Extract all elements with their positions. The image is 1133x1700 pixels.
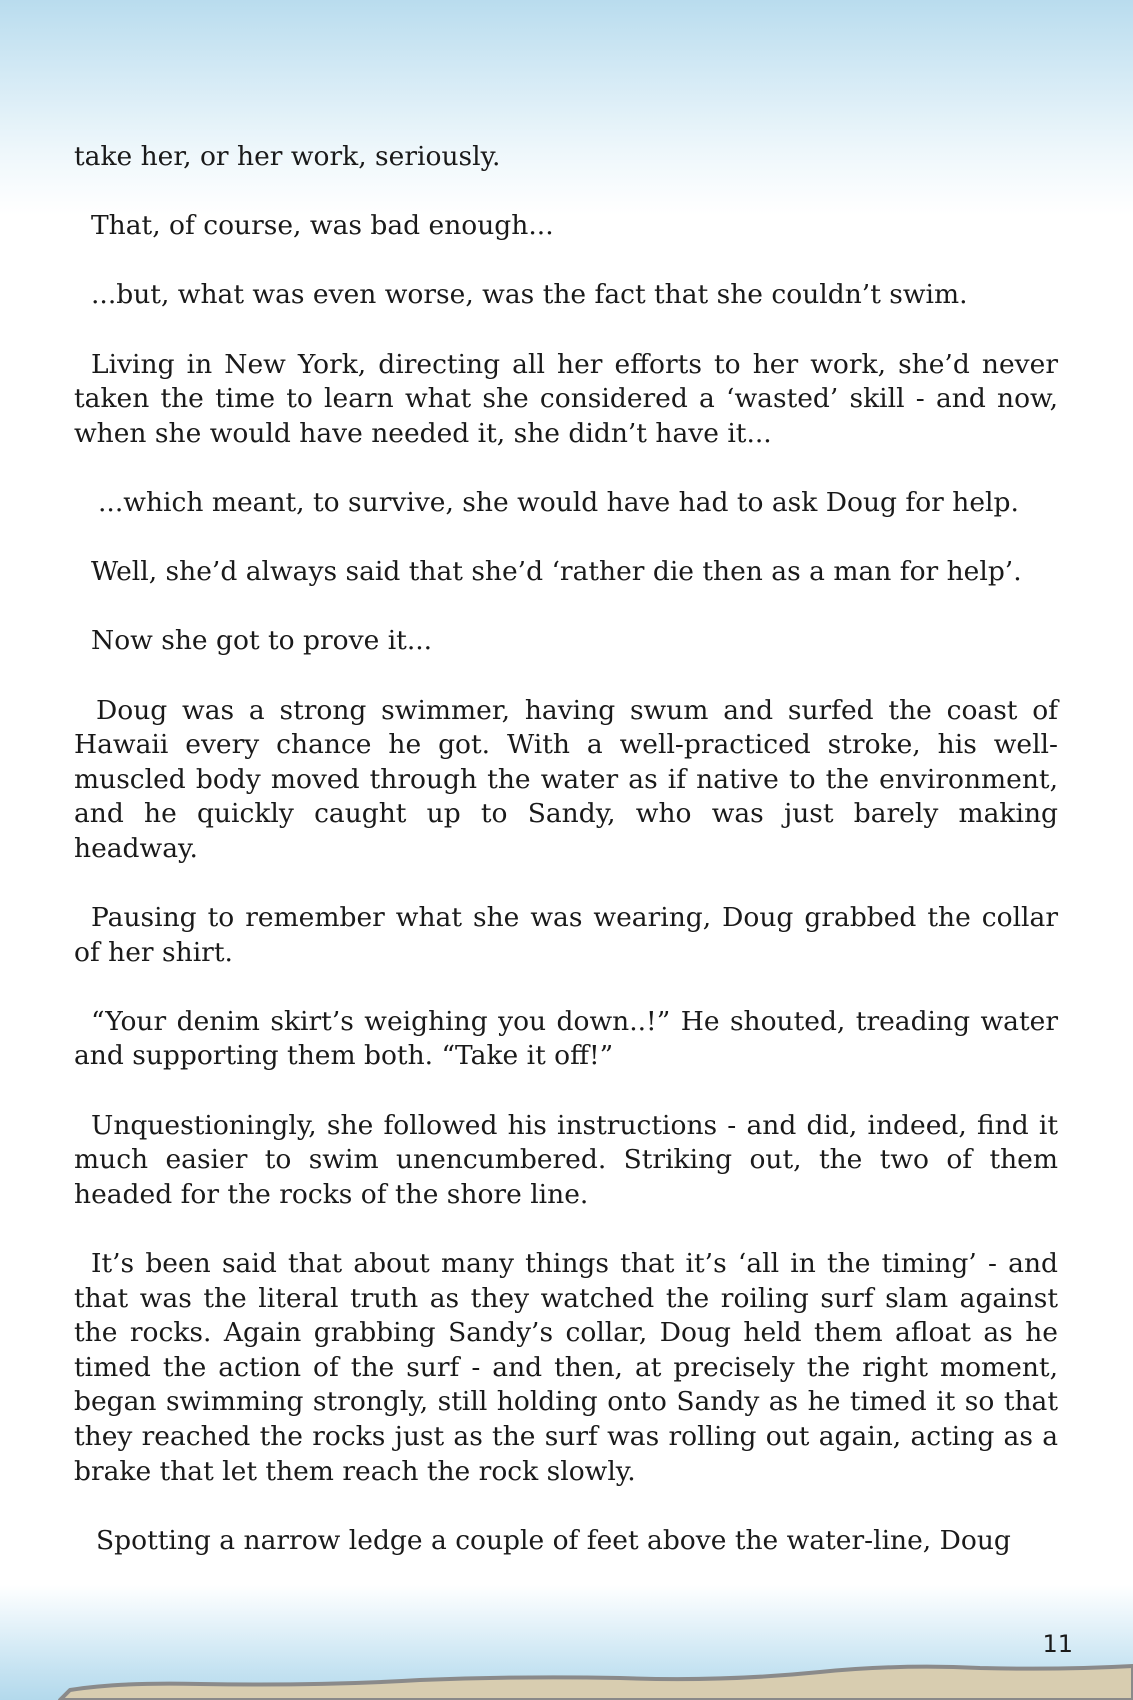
paragraph: take her, or her work, seriously. [74,141,501,172]
paragraph: Doug was a strong swimmer, having swum and surfed the coast of Hawaii every chance he got. With a well-practiced stroke, his well-muscled body moved through the water as if native to the environment, and he quickly caught up to Sandy, who was just barely making headway. [74,694,1058,864]
sand-shoreline-decoration [0,1640,1133,1700]
paragraph: That, of course, was bad enough... [91,210,554,242]
paragraph: Spotting a narrow ledge a couple of feet above the water-line, Doug [96,1524,1011,1556]
paragraph: ...but, what was even worse, was the fact that she couldn’t swim. [91,279,968,311]
paragraph: “Your denim skirt’s weighing you down..!” He shouted, treading water and supporting them both. “Take it off!” [74,1005,1058,1072]
paragraph: Unquestioningly, she followed his instructions - and did, indeed, find it much easier to swim unencumbered. Striking out, the two of them headed for the rocks of the shore line. [74,1109,1058,1210]
paragraph: Pausing to remember what she was wearing, Doug grabbed the collar of her shirt. [74,902,1058,968]
paragraph: Now she got to prove it... [91,625,433,657]
paragraph: Living in New York, directing all her efforts to her work, she’d never taken the time to learn what she considered a ‘wasted’ skill - and now, when she would have needed it, she didn’t have it... [74,348,1058,449]
page-number: 11 [1042,1630,1073,1658]
paragraph: Well, she’d always said that she’d ‘rather die then as a man for help’. [91,556,1022,588]
paragraph: It’s been said that about many things that it’s ‘all in the timing’ - and that was the literal truth as they watched the roiling surf slam against the rocks. Again grabbing Sandy’s collar, Doug held them afloat as he timed the action of the surf - and then, at precisely the right moment, began swimming strongly, still holding onto Sandy as he timed it so that they reached the rocks just as the surf was rolling out again, acting as a brake that let them reach the rock slowly. [74,1248,1058,1487]
story-text [74,140,1058,1593]
paragraph: ...which meant, to survive, she would have had to ask Doug for help. [98,486,1019,518]
